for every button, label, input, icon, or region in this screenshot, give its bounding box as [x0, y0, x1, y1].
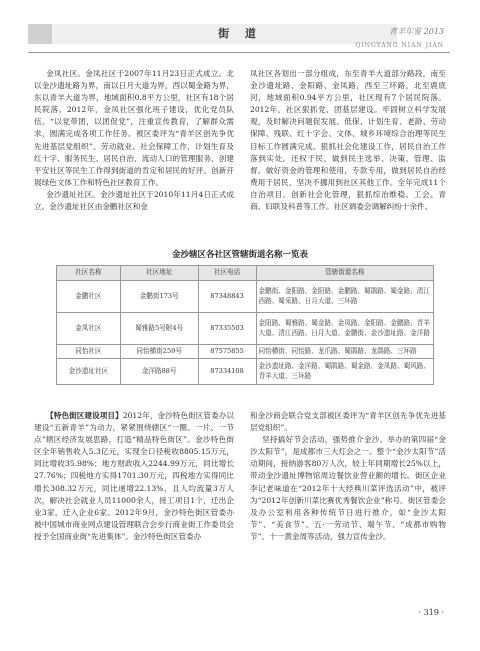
running-header: [0, 22, 480, 58]
right-column-bottom: [250, 410, 446, 543]
left-column-bottom: [34, 410, 234, 543]
table-row: [57, 281, 434, 313]
cell-streets: 金鹏街、金阳路、金阳路、金鹏路、蜀鹃路、蜀金路、清江西路、蜀采路、日月大道、三环路: [256, 281, 433, 313]
column-header: 社区电话: [198, 266, 256, 281]
table-title: 金沙辖区各社区管辖街道名称一览表: [171, 250, 308, 260]
cell-phone: 87335503: [198, 313, 256, 345]
column-header: 管辖街道名称: [256, 266, 433, 281]
cell-streets: 同怡横街、同怡路、龙爪路、蜀鹃路、龙鹃路、三环路: [256, 345, 433, 359]
header-rule: [28, 52, 450, 53]
table-row: [57, 359, 434, 385]
cell-community: 金沙遗址社区: [57, 359, 121, 385]
cell-address: 同怡横街259号: [120, 345, 198, 359]
table-header-row: [57, 266, 434, 281]
cell-phone: 87348843: [198, 281, 256, 313]
cell-address: 金洋路88号: [120, 359, 198, 385]
paragraph-continuation: 和金沙商会联合党支部被区委评为“青羊区创先争优先进基层党组织”。: [250, 411, 446, 433]
cell-community: 金鹏社区: [57, 281, 121, 313]
cell-phone: 87575855: [198, 345, 256, 359]
cell-address: 蜀雅路5号附4号: [120, 313, 198, 345]
paragraph-text: 2012年，金沙特色街区管委办以建设“五新青羊”为动力，紧紧围绕辖区“一圈、一片、一节点”辖区经济发展思路，打造“精品特色街区”。金沙特色街区全年销售收入5.3亿元，实现全口径税收8805.15万元，同比增收35.98%；地方财政收入2244.99万元，同比增长27.76%；四税地方实得1701.30万元，四税地方实得同比增长308.32万元，同比递增22.13%，且人均流量3万人次，解决社会就业人员11000余人，接工项目1个，迁出企业3家，迁入企业6家。2012年9月，金沙特色街区管委办被中国城市商业网点建设管理联合会步行商业街工作委员会授予全国商业街“先进集体”。金沙特色街区管委办: [34, 411, 235, 541]
cell-address: 金鹏街173号: [120, 281, 198, 313]
table-row: [57, 345, 434, 359]
paragraph-jinsha-site-intro: 金沙遗址社区。金沙遗址社区于2010年11月4日正式成立。金沙遗址社区由金鹏社区和金: [34, 189, 234, 212]
section-title: 街 道: [218, 27, 262, 40]
paragraph-jinfeng: 金凤社区。金凤社区于2007年11月23日正式成立。北以金沙遗址路为界，南以日月大道为界，西以蜀金路为界，东以青羊大道为界，地域面积0.8平方公里，社区有18个居民院落。2012年，金凤社区强化班子建设，优化党员队伍。“以党带团，以团促党”，注重宣传教育，了解群众需求，圆满完成各项工作任务。被区委评为“青羊区创先争优先进基层党组织”。劳动就业、社会保障工作，计划生育及红十字、服务民生、居民自治、流动人口的管理服务、创建平安社区等民生工作得到街道的肯定和居民的好评。创新开展绿色文体工作和特色社区教育工作。: [34, 69, 234, 187]
community-streets-table: [56, 265, 434, 385]
paragraph-jinsha-site-cont: 凤社区各划出一部分组成，东至青羊大道部分路段，南至金沙遗址路、金阳路、金凤路，西至三环路，北至鹿底河，地域面积0.94平方公里，社区现有7个居民院落。2012年，社区狠抓党、团基层建设。牢固树立科学发展观，及时解决问题促发展。低保、计划生育、老龄、劳动保障、残联、红十字会、文体、城乡环境综合治理等民生目标工作圆满完成。狠抓社会化建设工作，居民自治工作落到实处。还权于民，做到民主选举、决策、管理、监督。做好资金的管理和使用，专款专用，做到居民自治经费用于居民，坚决不挪用到社区其他工作。全年完成11个自治项目。创新社会化管理，狠抓综治维稳、工会、青商、妇联及科普等工作。社区调委会调解纠纷十余件。: [250, 69, 446, 212]
paragraph-festival: 坚持搞好节会活动，强势推介金沙。举办的第四届“金沙太阳节”，是成都市三大灯会之一。整个“金沙太阳节”活动期间，接纳游客80万人次，较上年同期增长25%以上，带动金沙遗址博物馆周边餐饮业营业额的增长。街区企业李记老味道在“2012年十大经典川菜评选活动”中，被评为“2012年创新川菜比赛优秀餐饮企业”称号。街区管委会及办公室利用各种传统节日进行推介，如“金沙太阳节”、“美食节”、五·一劳动节、端午节、“成都市购物节”、十一黄金周等活动，强力宣传金沙。: [250, 435, 446, 541]
yearbook-name: 青羊年鉴 2013: [389, 27, 444, 36]
left-column-top: [34, 68, 234, 213]
right-column-top: [250, 68, 446, 213]
yearbook-name-en: QINGYANG NIAN JIAN: [355, 42, 444, 49]
section-tag: 【特色街区建设项目】: [46, 411, 123, 420]
cell-streets: 金沙遗址路、金洋路、蜀鹃路、蜀金路、金凤路、蜀风路、青羊大道、三环路: [256, 359, 433, 385]
cell-streets: 金阳路、蜀雅路、蜀金路、金凤路、金阳路、金鹏路、青羊大道、清江西路、日月大道、金鹏街、金沙遗址路、金洋路: [256, 313, 433, 345]
page-number: · 319 ·: [418, 608, 444, 617]
cell-community: 金凤社区: [57, 313, 121, 345]
cell-community: 同怡社区: [57, 345, 121, 359]
paragraph-special-district: [34, 410, 234, 543]
column-header: 社区地址: [120, 266, 198, 281]
table-row: [57, 313, 434, 345]
cell-phone: 87334108: [198, 359, 256, 385]
column-header: 社区名称: [57, 266, 121, 281]
